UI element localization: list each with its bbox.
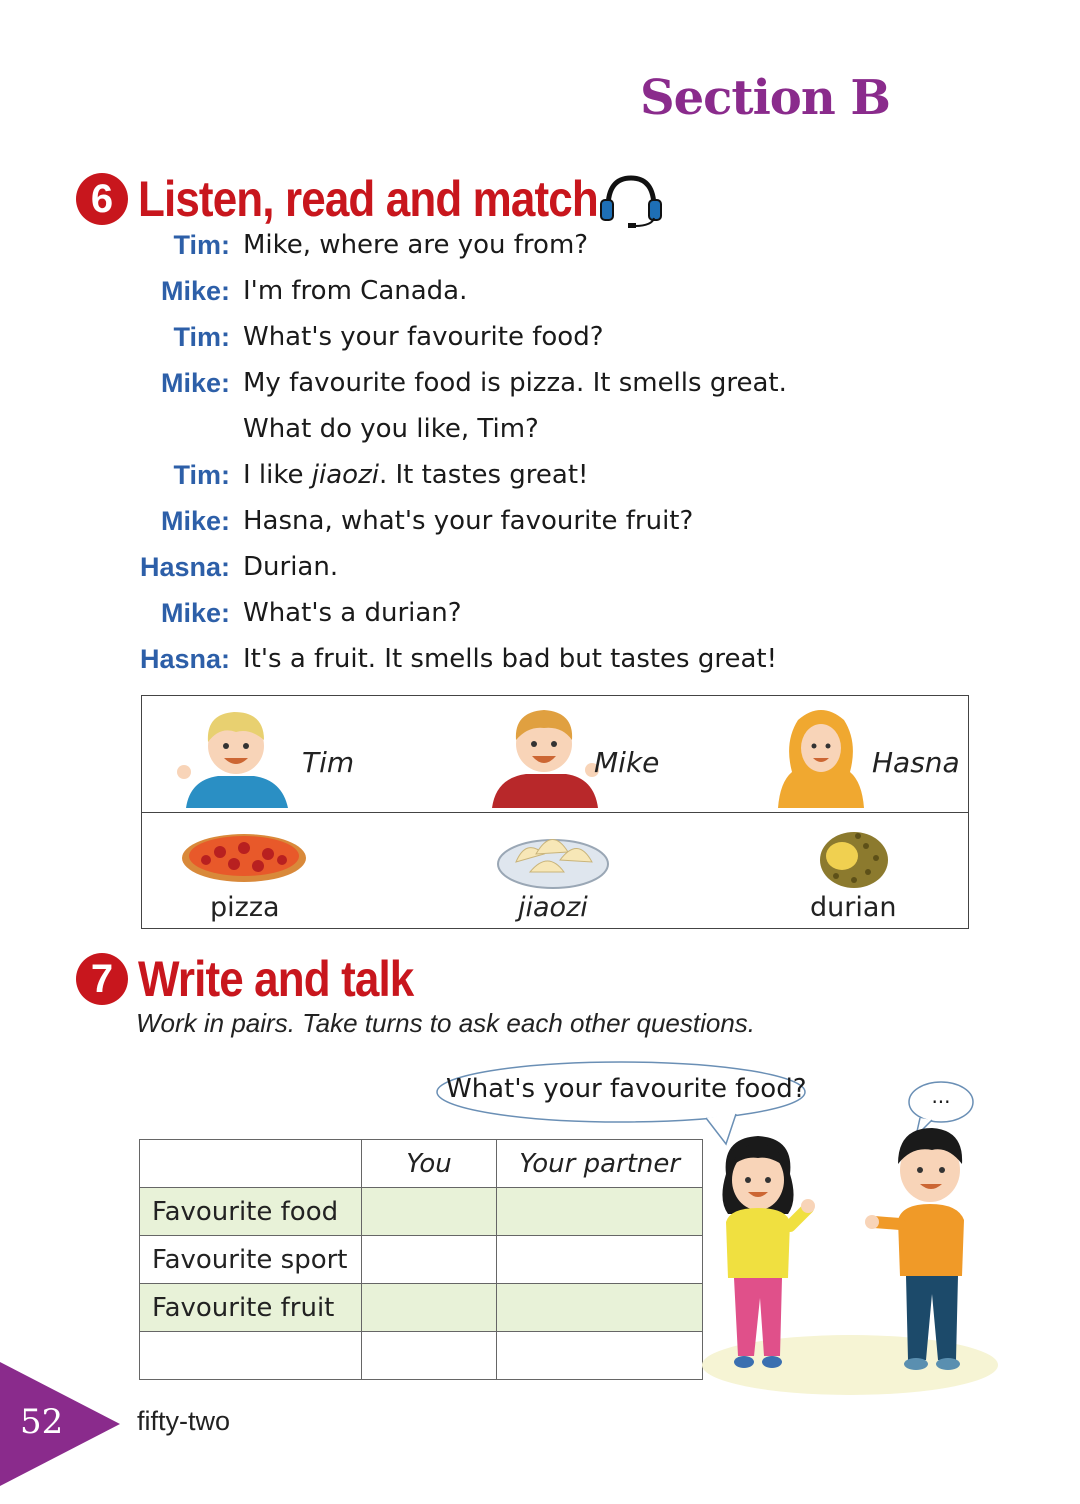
- answer-cell-partner[interactable]: [497, 1332, 703, 1380]
- food-name-durian: durian: [810, 892, 897, 923]
- row-label: Favourite fruit: [140, 1284, 362, 1332]
- dialogue-line: [0, 460, 900, 506]
- page-number-words: fifty-two: [137, 1406, 231, 1436]
- speaker-label: Hasna:: [139, 644, 230, 674]
- dialogue-text: [243, 460, 588, 490]
- jiaozi-illustration: [496, 820, 610, 890]
- row-label[interactable]: [140, 1332, 362, 1380]
- mike-illustration: [486, 702, 606, 808]
- speaker-label: Hasna:: [139, 552, 230, 582]
- tim-illustration: [176, 702, 296, 808]
- answer-cell-partner[interactable]: [497, 1236, 703, 1284]
- dialogue-text: What do you like, Tim?: [243, 414, 539, 444]
- dialogue-line: [0, 230, 900, 276]
- table-row: [140, 1188, 703, 1236]
- dialogue-text: I'm from Canada.: [243, 276, 468, 306]
- dialogue-text-part: I like: [243, 460, 312, 490]
- table-row: [140, 1236, 703, 1284]
- instruction-text: Work in pairs. Take turns to ask each other questions.: [136, 1008, 756, 1038]
- dialogue-text: It's a fruit. It smells bad but tastes great!: [243, 644, 778, 674]
- exercise-7-header: [76, 950, 451, 1008]
- table-row: [140, 1284, 703, 1332]
- dialogue-text: What's your favourite food?: [243, 322, 604, 352]
- dialogue-text-part: . It tastes great!: [378, 460, 589, 490]
- speaker-label: Tim:: [173, 322, 230, 352]
- boy-illustration: [858, 1124, 978, 1378]
- speaker-label: Mike:: [160, 598, 230, 628]
- answer-cell-you[interactable]: [361, 1188, 497, 1236]
- dialogue-text: What's a durian?: [243, 598, 462, 628]
- row-label: Favourite sport: [140, 1236, 362, 1284]
- table-header-blank: [140, 1140, 362, 1188]
- dialogue-text-italic: jiaozi: [311, 460, 379, 490]
- food-name-jiaozi: jiaozi: [518, 892, 588, 923]
- person-name-hasna: Hasna: [872, 746, 960, 779]
- durian-illustration: [814, 826, 894, 892]
- row-label: Favourite food: [140, 1188, 362, 1236]
- page-number: 52: [20, 1402, 64, 1442]
- table-row: [140, 1332, 703, 1380]
- dialogue-line: [0, 598, 900, 644]
- table-divider: [142, 812, 968, 813]
- answer-cell-you[interactable]: [361, 1332, 497, 1380]
- speaker-label: Mike:: [160, 276, 230, 306]
- speaker-label: Mike:: [160, 368, 230, 398]
- dialogue-line: [0, 276, 900, 322]
- answer-cell-you[interactable]: [361, 1236, 497, 1284]
- section-title: Section B: [639, 70, 890, 126]
- hasna-illustration: [776, 702, 866, 808]
- match-table: [141, 695, 969, 929]
- answer-cell-you[interactable]: [361, 1284, 497, 1332]
- speaker-label: Tim:: [173, 460, 230, 490]
- dialogue-line: [0, 368, 900, 414]
- dialogue-line: [0, 506, 900, 552]
- exercise-6-title: Listen, read and match: [138, 171, 598, 227]
- table-header-you: You: [361, 1140, 497, 1188]
- food-name-pizza: pizza: [210, 892, 280, 923]
- speaker-label: Tim:: [173, 230, 230, 260]
- dialogue-text: Hasna, what's your favourite fruit?: [243, 506, 694, 536]
- dialogue-text: Durian.: [243, 552, 339, 582]
- pizza-illustration: [180, 826, 308, 886]
- speaker-label: Mike:: [160, 506, 230, 536]
- table-header-row: [140, 1140, 703, 1188]
- exercise-7-title: Write and talk: [138, 951, 414, 1007]
- dialogue-text: My favourite food is pizza. It smells great.: [243, 368, 787, 398]
- dialogue-line: [0, 322, 900, 368]
- girl-illustration: [708, 1130, 818, 1378]
- person-name-tim: Tim: [302, 746, 355, 779]
- dialogue-text: Mike, where are you from?: [243, 230, 589, 260]
- answer-cell-partner[interactable]: [497, 1284, 703, 1332]
- exercise-7-number: 7: [76, 953, 128, 1005]
- exercise-6-header: [76, 170, 661, 228]
- speech-bubble-text: What's your favourite food?: [446, 1074, 807, 1104]
- headphones-icon: [598, 170, 664, 232]
- dialogue-line: [0, 644, 900, 690]
- dialogue-line: [0, 552, 900, 598]
- info-table: [139, 1139, 703, 1380]
- table-header-partner: Your partner: [497, 1140, 703, 1188]
- dialogue-line: [0, 414, 900, 460]
- exercise-6-number: 6: [76, 173, 128, 225]
- person-name-mike: Mike: [594, 746, 660, 779]
- thought-bubble-text: ...: [931, 1084, 951, 1108]
- answer-cell-partner[interactable]: [497, 1188, 703, 1236]
